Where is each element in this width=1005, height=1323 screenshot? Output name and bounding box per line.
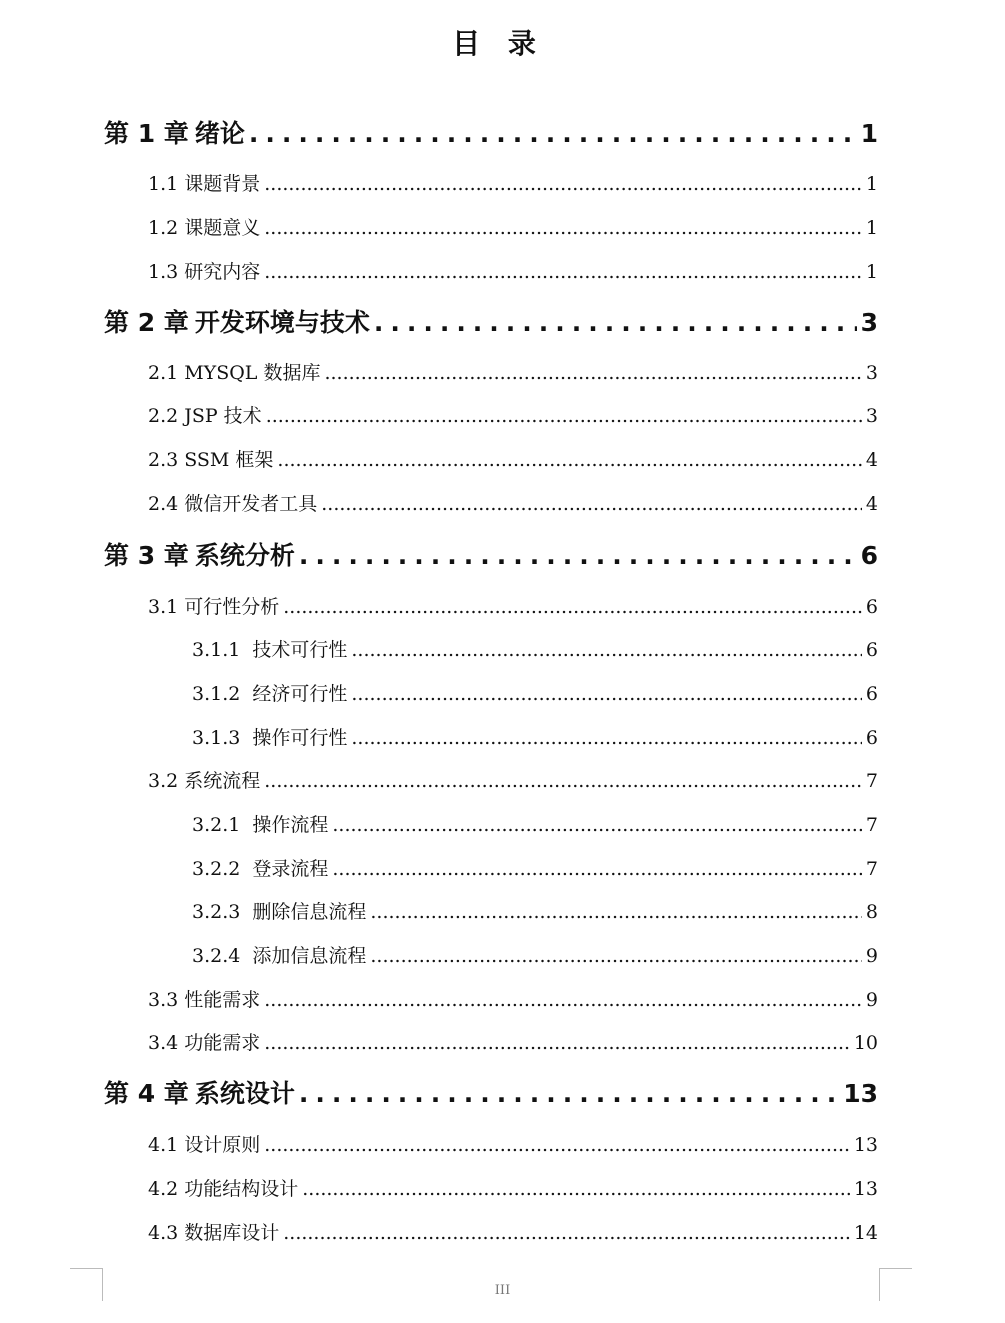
toc-entry-title: 功能需求 (184, 1032, 261, 1054)
dot-leader (249, 119, 857, 148)
dot-leader (264, 770, 862, 792)
toc-entry-number: 2.1 (148, 362, 179, 384)
toc-entry-page: 3 (865, 362, 878, 384)
toc-entry-page: 1 (865, 217, 878, 239)
toc-entry-number: 第 3 章 (104, 541, 189, 570)
dot-leader (264, 217, 862, 239)
toc-chapter-3[interactable] (104, 536, 878, 576)
toc-chapter-2[interactable] (104, 303, 878, 343)
toc-entry-number: 第 1 章 (104, 119, 189, 148)
toc-entry-page: 7 (865, 858, 878, 880)
toc-entry-title: 删除信息流程 (252, 901, 367, 923)
toc-entry-number: 1.1 (148, 173, 179, 195)
page-title: 目 录 (452, 27, 538, 60)
toc-entry-title: SSM 框架 (184, 449, 274, 471)
toc-entry-page: 6 (865, 639, 878, 661)
toc-entry-title: 功能结构设计 (184, 1178, 299, 1200)
toc-entry-page: 7 (865, 770, 878, 792)
toc-entry-number: 3.2.1 (192, 814, 241, 836)
toc-entry-title: 操作流程 (252, 814, 329, 836)
toc-entry-number: 3.3 (148, 989, 179, 1011)
toc-section-1-2[interactable] (148, 213, 878, 243)
toc-entry-page: 3 (865, 405, 878, 427)
toc-entry-number: 第 2 章 (104, 308, 189, 337)
toc-entry-page: 6 (860, 541, 878, 570)
toc-entry-page: 7 (865, 814, 878, 836)
toc-section-3-3[interactable] (148, 985, 878, 1015)
toc-entry-title: 绪论 (194, 119, 245, 148)
dot-leader (299, 1079, 839, 1108)
toc-entry-page: 10 (853, 1032, 878, 1054)
toc-entry-title: 系统分析 (194, 541, 295, 570)
toc-entry-title: 操作可行性 (252, 727, 348, 749)
toc-entry-number: 2.2 (148, 405, 179, 427)
dot-leader (283, 596, 862, 618)
toc-entry-page: 13 (843, 1079, 878, 1108)
toc-entry-page: 4 (865, 449, 878, 471)
toc-entry-page: 1 (860, 119, 878, 148)
toc-entry-number: 3.1 (148, 596, 179, 618)
dot-leader (283, 1222, 850, 1244)
dot-leader (277, 449, 861, 471)
toc-entry-number: 3.2.4 (192, 945, 241, 967)
dot-leader (370, 945, 862, 967)
dot-leader (351, 639, 862, 661)
dot-leader (266, 405, 862, 427)
toc-entry-title: 经济可行性 (252, 683, 348, 705)
toc-entry-number: 第 4 章 (104, 1079, 189, 1108)
dot-leader (264, 173, 862, 195)
toc-entry-number: 3.1.3 (192, 727, 241, 749)
toc-entry-number: 3.2.2 (192, 858, 241, 880)
toc-subsection-3-1-3[interactable] (192, 723, 878, 753)
toc-entry-number: 4.2 (148, 1178, 179, 1200)
dot-leader (264, 261, 862, 283)
toc-entry-title: 课题意义 (184, 217, 261, 239)
dot-leader (264, 1032, 850, 1054)
toc-entry-title: MYSQL 数据库 (184, 362, 321, 384)
dot-leader (370, 901, 862, 923)
toc-section-2-4[interactable] (148, 489, 878, 519)
toc-entry-page: 1 (865, 261, 878, 283)
toc-entry-page: 13 (853, 1134, 878, 1156)
toc-entry-title: 添加信息流程 (252, 945, 367, 967)
toc-entry-title: 开发环境与技术 (194, 308, 370, 337)
toc-entry-number: 3.4 (148, 1032, 179, 1054)
toc-subsection-3-2-2[interactable] (192, 854, 878, 884)
toc-entry-title: 可行性分析 (184, 596, 280, 618)
dot-leader (374, 308, 857, 337)
toc-entry-title: 系统流程 (184, 770, 261, 792)
toc-section-1-3[interactable] (148, 257, 878, 287)
toc-entry-number: 2.4 (148, 493, 179, 515)
toc-section-3-4[interactable] (148, 1028, 878, 1058)
toc-entry-number: 1.3 (148, 261, 179, 283)
dot-leader (351, 683, 862, 705)
toc-entry-title: 课题背景 (184, 173, 261, 195)
toc-section-4-3[interactable] (148, 1218, 878, 1248)
toc-entry-page: 6 (865, 683, 878, 705)
dot-leader (299, 541, 857, 570)
toc-entry-title: 性能需求 (184, 989, 261, 1011)
toc-section-1-1[interactable] (148, 169, 878, 199)
toc-entry-title: 数据库设计 (184, 1222, 280, 1244)
toc-chapter-1[interactable] (104, 114, 878, 154)
page-number: III (494, 1283, 511, 1298)
dot-leader (321, 493, 862, 515)
toc-section-4-2[interactable] (148, 1174, 878, 1204)
toc-entry-title: 微信开发者工具 (184, 493, 318, 515)
toc-entry-number: 2.3 (148, 449, 179, 471)
toc-subsection-3-1-1[interactable] (192, 635, 878, 665)
toc-entry-title: 技术可行性 (252, 639, 348, 661)
toc-entry-title: JSP 技术 (184, 405, 262, 427)
dot-leader (324, 362, 861, 384)
toc-entry-page: 14 (853, 1222, 878, 1244)
toc-entry-page: 6 (865, 596, 878, 618)
toc-section-2-3[interactable] (148, 445, 878, 475)
toc-subsection-3-2-1[interactable] (192, 810, 878, 840)
toc-entry-number: 3.2.3 (192, 901, 241, 923)
toc-subsection-3-2-4[interactable] (192, 941, 878, 971)
dot-leader (302, 1178, 850, 1200)
toc-entry-page: 9 (865, 945, 878, 967)
toc-entry-page: 3 (860, 308, 878, 337)
toc-entry-page: 9 (865, 989, 878, 1011)
dot-leader (264, 1134, 850, 1156)
toc-entry-number: 4.3 (148, 1222, 179, 1244)
toc-entry-page: 4 (865, 493, 878, 515)
toc-entry-page: 13 (853, 1178, 878, 1200)
toc-entry-page: 8 (865, 901, 878, 923)
dot-leader (264, 989, 862, 1011)
toc-entry-number: 3.1.2 (192, 683, 241, 705)
toc-entry-number: 4.1 (148, 1134, 179, 1156)
dot-leader (351, 727, 862, 749)
toc-subsection-3-2-3[interactable] (192, 897, 878, 927)
toc-entry-title: 登录流程 (252, 858, 329, 880)
toc-entry-page: 1 (865, 173, 878, 195)
toc-section-3-1[interactable] (148, 592, 878, 622)
toc-section-2-2[interactable] (148, 401, 878, 431)
toc-section-2-1[interactable] (148, 358, 878, 388)
toc-entry-page: 6 (865, 727, 878, 749)
dot-leader (332, 814, 862, 836)
toc-entry-title: 研究内容 (184, 261, 261, 283)
toc-entry-number: 3.1.1 (192, 639, 241, 661)
toc-subsection-3-1-2[interactable] (192, 679, 878, 709)
toc-section-4-1[interactable] (148, 1130, 878, 1160)
toc-entry-title: 设计原则 (184, 1134, 261, 1156)
dot-leader (332, 858, 862, 880)
toc-entry-number: 3.2 (148, 770, 179, 792)
toc-section-3-2[interactable] (148, 766, 878, 796)
toc-entry-title: 系统设计 (194, 1079, 295, 1108)
toc-chapter-4[interactable] (104, 1074, 878, 1114)
toc-entry-number: 1.2 (148, 217, 179, 239)
